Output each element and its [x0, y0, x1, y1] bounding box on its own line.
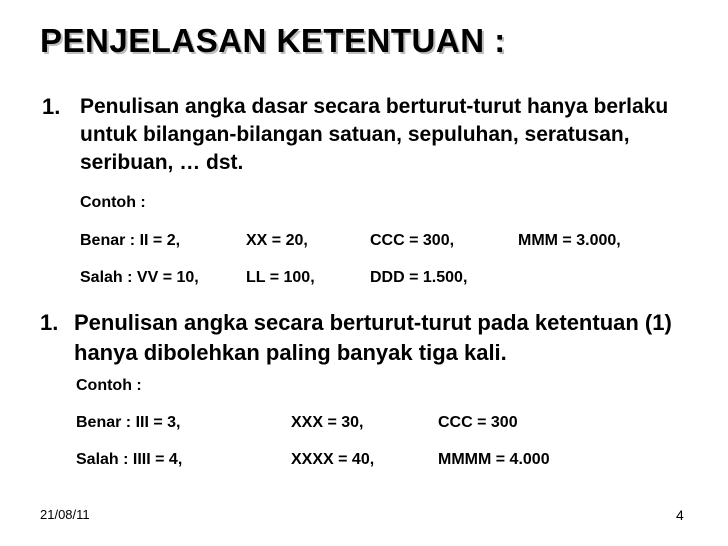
rule-1-salah-3: DDD = 1.500,: [370, 269, 468, 286]
rule-1-text: Penulisan angka dasar secara berturut-turut hanya berlaku untuk bilangan-bilangan satuan, sepuluhan, seratusan, seribuan, … dst.: [80, 95, 669, 174]
rule-1-salah-2: LL = 100,: [246, 269, 315, 286]
rule-1: [42, 93, 722, 177]
rule-1-number: 1.: [42, 94, 61, 119]
rule-2-number: 1.: [40, 310, 59, 335]
rule-1-example-label: Contoh :: [80, 194, 146, 211]
rule-1-benar-4: MMM = 3.000,: [518, 232, 621, 249]
rule-2-benar-3: CCC = 300: [438, 414, 518, 431]
rule-1-benar-1: Benar : II = 2,: [80, 232, 181, 249]
rule-2-salah-2: XXXX = 40,: [291, 451, 375, 468]
rule-2-example-label: Contoh :: [76, 377, 142, 394]
footer-date: 21/08/11: [40, 507, 90, 522]
footer-page-number: 4: [676, 507, 684, 523]
rule-2-benar-1: Benar : III = 3,: [76, 414, 181, 431]
rule-1-benar-2: XX = 20,: [246, 232, 308, 249]
rule-2-salah-1: Salah : IIII = 4,: [76, 451, 183, 468]
rule-1-benar-3: CCC = 300,: [370, 232, 455, 249]
rule-1-salah-1: Salah : VV = 10,: [80, 269, 199, 286]
rule-2: [40, 308, 724, 368]
slide-title: PENJELASAN KETENTUAN :: [40, 22, 506, 59]
rule-2-text: Penulisan angka secara berturut-turut pada ketentuan (1) hanya dibolehkan paling banyak tiga kali.: [74, 310, 672, 365]
rule-2-salah-3: MMMM = 4.000: [438, 451, 550, 468]
rule-2-benar-2: XXX = 30,: [291, 414, 364, 431]
